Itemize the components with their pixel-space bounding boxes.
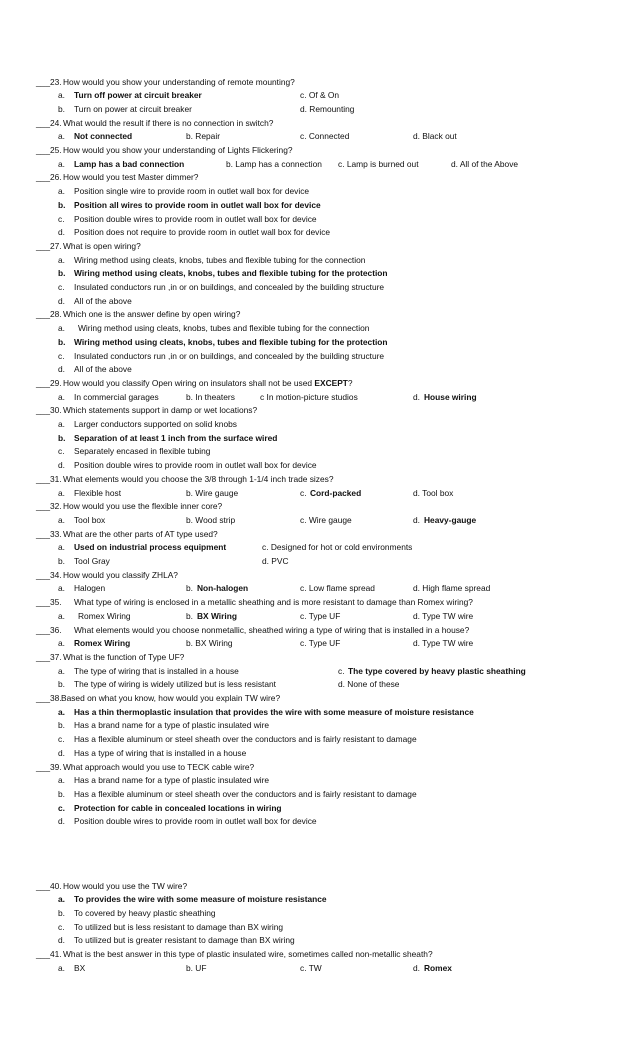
option-text: c. [300,487,307,498]
answer-option-line [0,934,638,947]
answer-option-line [0,774,638,787]
answer-option-line [0,130,638,143]
answer-option-line [0,962,638,975]
option-text: To provides the wire with some measure of moisture resistance [74,894,327,905]
option-text: All of the above [74,364,132,375]
option-text: The type covered by heavy plastic sheathing [348,665,526,676]
answer-option-line [0,336,638,349]
option-letter: c. [58,734,65,745]
question-number: ___38. [36,693,62,703]
question-line [0,651,638,664]
option-text: c. [338,665,345,676]
question-text: Which one is the answer define by open wiring? [63,309,241,320]
option-text: c. Of & On [300,90,340,101]
answer-option-line [0,281,638,294]
option-text: b. Lamp has a connection [226,158,322,169]
question-line [0,473,638,486]
option-letter: c. [58,802,65,813]
question-text: How would you test Master dimmer? [63,172,199,183]
answer-option-line [0,418,638,431]
option-text: Flexible host [74,487,122,498]
option-letter: d. [58,747,65,758]
option-text: c. Type UF [300,610,341,621]
question-number: ___36. [36,624,62,635]
answer-option-line [0,582,638,595]
option-letter: c. [58,921,65,932]
answer-option-line [0,226,638,239]
question-text: How would you classify ZHLA? [63,569,178,580]
option-text: c. Low flame spread [300,583,375,594]
question-text: How would you show your understanding of Lights Flickering? [63,145,293,155]
question-number: ___41. [36,949,62,960]
option-text: c In motion-picture studios [260,391,358,402]
option-letter: d. [58,295,65,306]
answer-option-line [0,158,638,171]
question-number: ___29. [36,377,62,388]
answer-option-line [0,103,638,116]
option-text: Insulated conductors run ,in or on buildings, and concealed by the building structure [74,282,385,292]
option-letter: a. [58,158,65,169]
option-text: Wiring method using cleats, knobs, tubes and flexible tubing for the connection [78,323,370,334]
option-letter: b. [58,908,65,919]
option-text: d. PVC [262,556,289,566]
question-line [0,569,638,582]
option-letter: a. [58,419,65,429]
option-text: In commercial garages [74,391,159,402]
option-text: Romex Wiring [74,638,131,649]
option-letter: b. [58,336,66,347]
option-letter: b. [58,556,65,566]
question-line [0,761,638,774]
question-text: What would the result if there is no connection in switch? [63,117,274,128]
option-text: d. Black out [413,131,457,142]
option-text: d. All of the Above [451,158,519,169]
question-text: What is the best answer in this type of plastic insulated wire, sometimes called non-metallic sheath? [63,949,433,960]
option-letter: a. [58,894,65,905]
option-text: b. Wood strip [186,514,236,525]
option-text: c. Lamp is burned out [338,158,419,169]
option-text: Lamp has a bad connection [74,158,185,169]
option-text: c. Type UF [300,638,341,649]
option-text: Position single wire to provide room in outlet wall box for device [74,186,310,197]
option-letter: a. [58,487,65,498]
option-letter: b. [58,268,66,279]
question-text: What type of wiring is enclosed in a metallic sheathing and is more resistant to damage than Romex wiring? [74,597,473,608]
question-text: Based on what you know, how would you explain TW wire? [61,693,281,703]
option-text: b. [186,583,193,594]
answer-option-line [0,610,638,623]
option-text: d. High flame spread [413,583,491,594]
answer-option-line [0,747,638,760]
option-letter: c. [58,282,65,292]
question-line [0,171,638,184]
answer-option-line [0,514,638,527]
answer-option-line [0,665,638,678]
question-line [0,500,638,513]
question-text: What elements would you choose the 3/8 through 1-1/4 inch trade sizes? [63,473,334,484]
answer-option-line [0,921,638,934]
question-number: ___40. [36,880,62,891]
option-letter: a. [58,706,65,717]
option-letter: d. [58,460,65,471]
answer-option-line [0,350,638,363]
option-letter: c. [58,213,65,224]
question-text: How would you use the TW wire? [63,880,188,891]
answer-option-line [0,678,638,691]
question-number: ___30. [36,405,62,416]
option-text: d. Remounting [300,103,355,114]
option-letter: d. [58,364,65,375]
question-line [0,596,638,609]
option-text: Has a type of wiring that is installed in a house [74,747,247,758]
question-line [0,117,638,130]
question-text: Which statements support in damp or wet locations? [63,405,258,416]
question-number: ___32. [36,501,62,512]
answer-option-line [0,733,638,746]
option-text: Position does not require to provide room in outlet wall box for device [74,227,331,238]
answer-option-line [0,445,638,458]
option-letter: b. [58,432,66,443]
option-letter: a. [58,542,65,553]
question-text: What is the function of Type UF? [63,651,185,662]
answer-option-line [0,322,638,335]
option-letter: a. [58,90,65,101]
option-letter: b. [58,679,65,690]
option-text: c. TW [300,962,322,973]
question-number: ___25. [36,145,62,155]
option-text: To utilized but is greater resistant to damage than BX wiring [74,935,295,946]
option-text: Insulated conductors run ,in or on buildings, and concealed by the building structure [74,350,385,361]
question-text: What are the other parts of AT type used? [63,528,218,539]
question-number: ___35. [36,597,62,608]
question-line [0,624,638,637]
option-text: Larger conductors supported on solid knobs [74,419,237,429]
question-number: ___34. [36,569,62,580]
question-text: How would you use the flexible inner core? [63,501,223,512]
answer-option-line [0,267,638,280]
answer-option-line [0,363,638,376]
option-text: b. In theaters [186,391,235,402]
question-number: ___27. [36,240,62,251]
answer-option-line [0,637,638,650]
question-text: How would you show your understanding of remote mounting? [63,76,295,87]
answer-option-line [0,555,638,568]
option-letter: d. [58,935,65,946]
option-text: To covered by heavy plastic sheathing [74,908,216,919]
question-text: How would you classify Open wiring on insulators shall not be used EXCEPT? [63,377,353,388]
question-text: What approach would you use to TECK cable wire? [63,761,255,772]
answer-option-line [0,541,638,554]
option-text: d. Type TW wire [413,638,474,649]
option-text: Wiring method using cleats, knobs, tubes and flexible tubing for the protection [74,268,388,279]
option-text: Position double wires to provide room in outlet wall box for device [74,816,317,827]
option-text: All of the above [74,295,132,306]
option-text: b. UF [186,962,207,973]
option-letter: a. [58,583,65,594]
option-text: b. [186,610,193,621]
option-letter: a. [58,638,65,649]
answer-option-line [0,706,638,719]
question-line [0,240,638,253]
option-letter: a. [58,775,65,786]
question-line [0,880,638,893]
option-text: Position double wires to provide room in outlet wall box for device [74,460,317,471]
option-text: BX [74,962,86,973]
option-text: Has a flexible aluminum or steel sheath over the conductors and is fairly resistant to damage [74,734,417,745]
option-text: Not connected [74,131,133,142]
option-text: d. [413,962,420,973]
question-line [0,76,638,89]
option-text: The type of wiring that is installed in a house [74,665,239,676]
option-text: Protection for cable in concealed locations in wiring [74,802,282,813]
option-letter: d. [58,227,65,238]
answer-option-line [0,391,638,404]
question-number: ___26. [36,172,62,183]
option-text: Has a brand name for a type of plastic insulated wire [74,775,270,786]
option-text: c. Connected [300,131,350,142]
option-text: d. Tool box [413,487,454,498]
option-text: Separately encased in flexible tubing [74,446,211,457]
question-line [0,308,638,321]
option-letter: b. [58,720,65,731]
option-text: To utilized but is less resistant to damage than BX wiring [74,921,284,932]
option-text: d. [413,514,420,525]
option-text: c. Designed for hot or cold environments [262,542,413,553]
option-text: Romex Wiring [78,610,131,621]
option-text: BX Wiring [197,610,237,621]
option-letter: b. [58,103,65,114]
question-text: What is open wiring? [63,240,141,251]
option-text: Non-halogen [197,583,249,594]
option-letter: a. [58,254,65,265]
option-text: d. [413,391,420,402]
option-text: House wiring [424,391,477,402]
option-text: b. BX Wiring [186,638,233,649]
answer-option-line [0,815,638,828]
option-text: Used on industrial process equipment [74,542,227,553]
answer-option-line [0,802,638,815]
option-text: b. Wire gauge [186,487,239,498]
option-text: Position double wires to provide room in outlet wall box for device [74,213,317,224]
question-number: ___37. [36,651,62,662]
answer-option-line [0,893,638,906]
option-letter: a. [58,323,65,334]
answer-option-line [0,432,638,445]
option-letter: b. [58,199,66,210]
option-letter: a. [58,665,65,676]
option-text: Tool Gray [74,556,110,566]
question-line [0,404,638,417]
question-line [0,144,638,157]
option-letter: d. [58,816,65,827]
question-line [0,948,638,961]
option-text: Cord-packed [310,487,362,498]
answer-option-line [0,459,638,472]
question-line [0,377,638,390]
option-text: d. None of these [338,679,400,690]
answer-option-line [0,89,638,102]
option-letter: c. [58,446,65,457]
question-number: ___23. [36,76,62,87]
option-text: Has a thin thermoplastic insulation that provides the wire with some measure of moisture resistance [74,706,474,717]
option-text: d. Type TW wire [413,610,474,621]
answer-option-line [0,788,638,801]
question-number: ___31. [36,473,62,484]
question-emphasis: EXCEPT [314,377,348,388]
answer-option-line [0,907,638,920]
option-letter: a. [58,514,65,525]
option-text: Tool box [74,514,106,525]
option-text: Separation of at least 1 inch from the surface wired [74,432,278,443]
option-letter: a. [58,131,65,142]
answer-option-line [0,295,638,308]
option-text: Has a brand name for a type of plastic insulated wire [74,720,270,731]
question-line [0,528,638,541]
option-text: c. Wire gauge [300,514,352,525]
option-text: Wiring method using cleats, knobs, tubes and flexible tubing for the connection [74,254,366,265]
option-text: Position all wires to provide room in outlet wall box for device [74,199,321,210]
option-text: Wiring method using cleats, knobs, tubes and flexible tubing for the protection [74,336,388,347]
option-text: Halogen [74,583,106,594]
option-text: Turn on power at circuit breaker [74,103,192,114]
question-number: ___28. [36,309,62,320]
question-line [0,692,638,705]
question-text: What elements would you choose nonmetallic, sheathed wiring a type of wiring that is installed in a house? [74,624,470,635]
option-letter: a. [58,186,65,197]
option-letter: a. [58,962,65,973]
question-number: ___39. [36,761,62,772]
question-number: ___24. [36,117,62,128]
answer-option-line [0,254,638,267]
option-letter: c. [58,350,65,361]
option-text: Has a flexible aluminum or steel sheath over the conductors and is fairly resistant to damage [74,788,417,799]
answer-option-line [0,213,638,226]
answer-option-line [0,199,638,212]
answer-option-line [0,185,638,198]
option-text: Turn off power at circuit breaker [74,90,202,101]
question-number: ___33. [36,528,62,539]
option-text: Romex [424,962,452,973]
option-letter: a. [58,610,65,621]
option-text: Heavy-gauge [424,514,477,525]
answer-option-line [0,719,638,732]
answer-option-line [0,487,638,500]
option-text: The type of wiring is widely utilized but is less resistant [74,679,277,690]
option-letter: a. [58,391,65,402]
option-text: b. Repair [186,131,220,142]
option-letter: b. [58,788,65,799]
